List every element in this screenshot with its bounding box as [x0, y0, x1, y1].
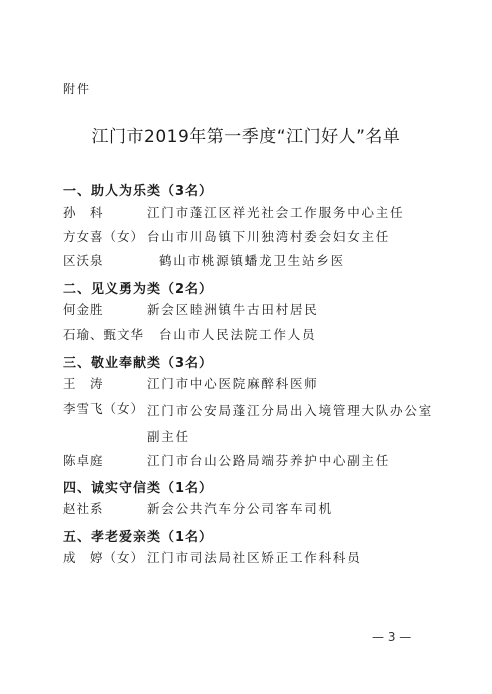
person-name: 李雪飞（女） [63, 401, 145, 416]
document-title: 江门市2019年第一季度“江门好人”名单 [91, 127, 401, 147]
person-name: 孙 科 [63, 205, 104, 220]
person-description: 台山市人民法院工作人员 [159, 327, 317, 342]
person-description: 江门市公安局蓬江分局出入境管理大队办公室副主任 [147, 403, 434, 444]
section-heading-dedication: 三、敬业奉献类（3名） [63, 356, 214, 371]
person-name: 区沃泉 [63, 253, 104, 268]
page-number: — 3 — [372, 630, 412, 644]
person-name: 石瑜、甄文华 [63, 327, 145, 342]
person-description: 江门市蓬江区祥光社会工作服务中心主任 [147, 205, 405, 220]
person-description: 台山市川岛镇下川独湾村委会妇女主任 [147, 229, 391, 244]
section-heading-filial: 五、孝老爱亲类（1名） [63, 530, 214, 545]
person-name: 陈卓庭 [63, 453, 104, 468]
person-name: 成 婷（女） [63, 550, 145, 565]
person-description: 江门市台山公路局端芬养护中心副主任 [147, 453, 391, 468]
attachment-label: 附件 [63, 82, 92, 96]
person-description: 江门市司法局社区矫正工作科科员 [147, 550, 362, 565]
section-heading-bravery: 二、见义勇为类（2名） [63, 282, 214, 297]
section-heading-helping: 一、助人为乐类（3名） [63, 184, 214, 199]
person-description: 江门市中心医院麻醉科医师 [147, 376, 319, 391]
person-name: 方女喜（女） [63, 229, 145, 244]
person-name: 何金胜 [63, 302, 104, 317]
person-name: 赵社系 [63, 501, 104, 516]
person-name: 王 涛 [63, 376, 104, 391]
person-description: 新会公共汽车分公司客车司机 [147, 501, 333, 516]
section-heading-integrity: 四、诚实守信类（1名） [63, 481, 214, 496]
person-description: 新会区睦洲镇牛古田村居民 [147, 302, 319, 317]
person-description: 鹤山市桃源镇蟠龙卫生站乡医 [159, 253, 345, 268]
